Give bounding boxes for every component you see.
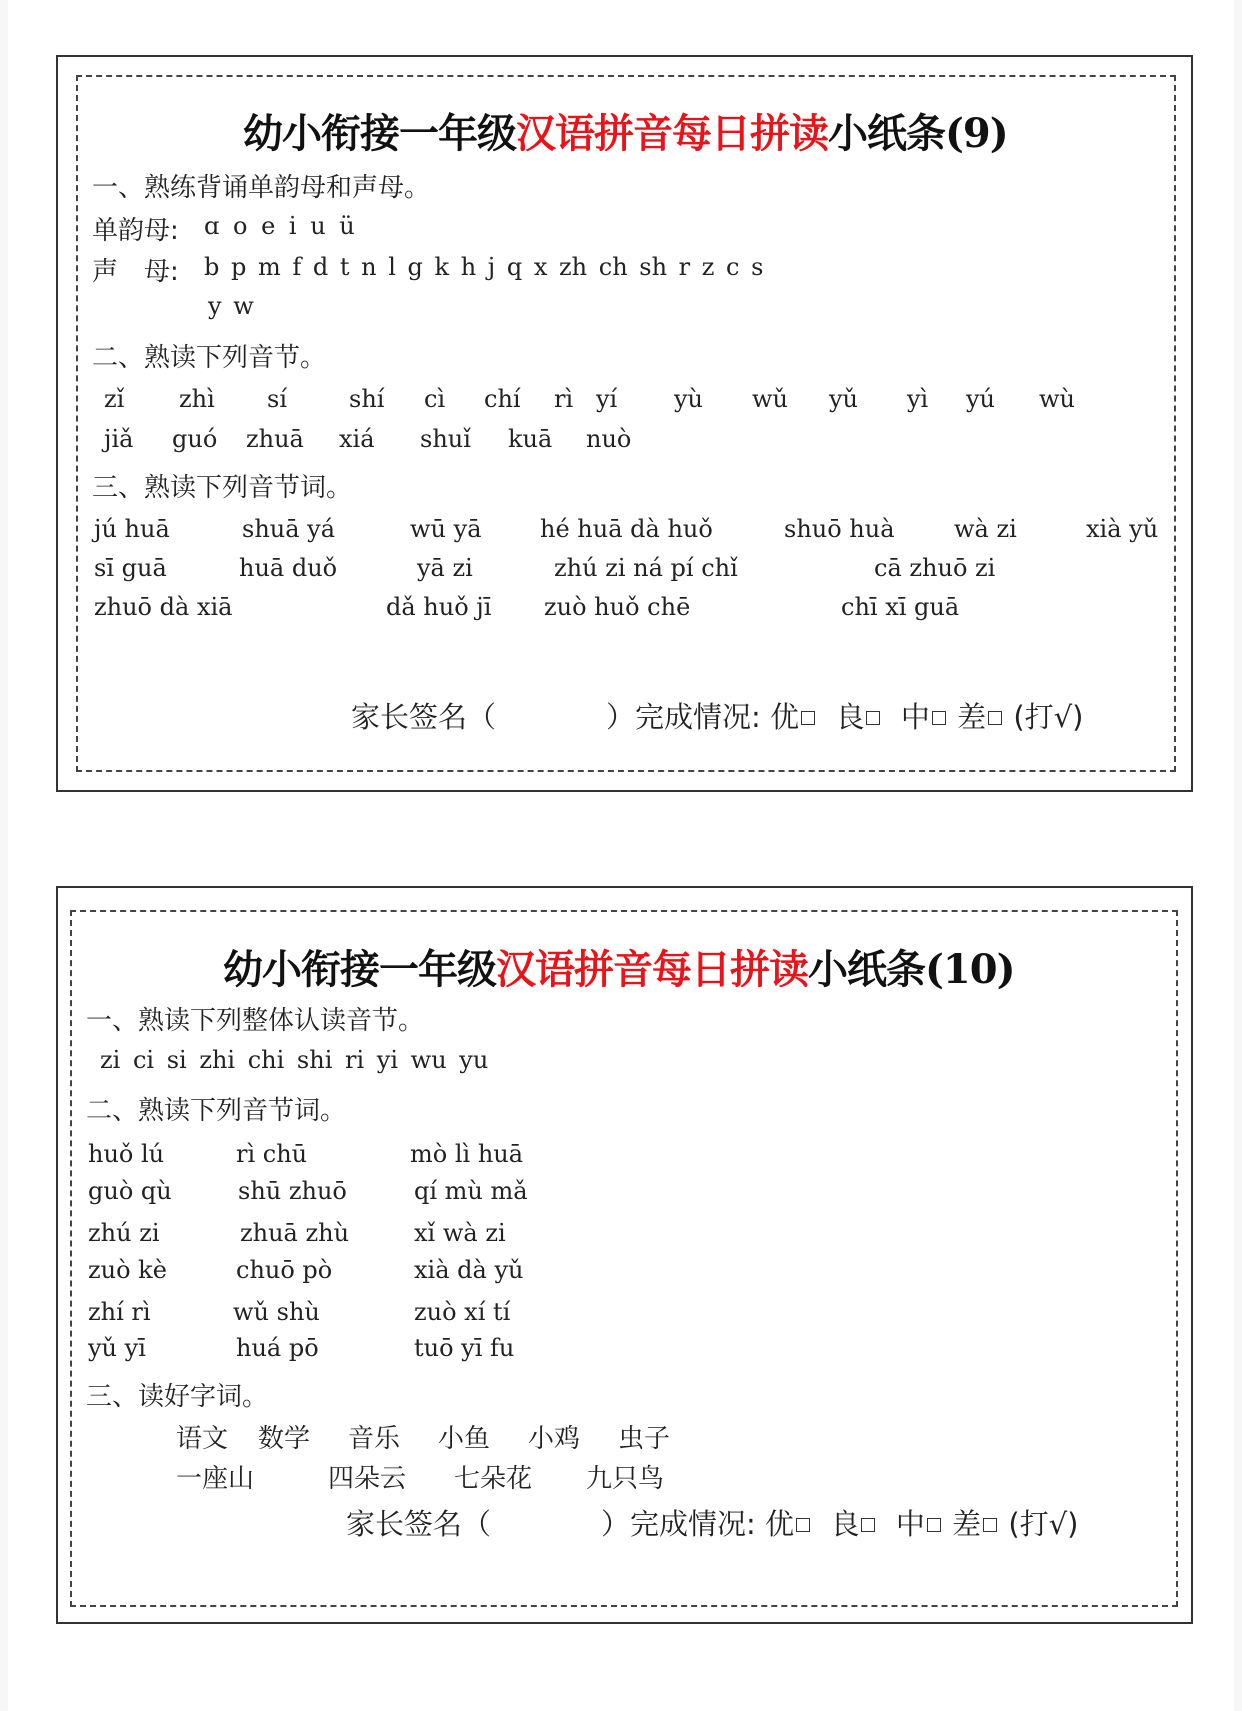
rating-checkbox-good[interactable]	[866, 711, 880, 725]
rating-checkbox-poor[interactable]	[983, 1518, 997, 1532]
title-highlight: 汉语拼音每日拼读	[496, 946, 808, 993]
rating-checkbox-good[interactable]	[861, 1518, 875, 1532]
section-heading: 三、熟读下列音节词。	[92, 473, 353, 503]
initials-extra: y w	[208, 292, 254, 320]
parent-signature-footer: 家长签名（ ）完成情况: 优 良 中 差 (打√)	[346, 1507, 1079, 1541]
whole-syllables: zi ci si zhi chi shi ri yi wu yu	[100, 1046, 489, 1074]
rating-checkbox-excellent[interactable]	[801, 711, 815, 725]
card-title	[243, 102, 1008, 159]
initials-list: b p m f d t n l g k h j q x zh ch sh r z c s	[204, 253, 764, 281]
section-heading: 一、熟练背诵单韵母和声母。	[92, 173, 431, 203]
rating-checkbox-fair[interactable]	[932, 711, 946, 725]
section-heading: 二、熟读下列音节词。	[86, 1096, 347, 1126]
section-heading: 二、熟读下列音节。	[92, 343, 327, 373]
worksheet-card-9: 幼小衔接一年级汉语拼音每日拼读小纸条(9) 一、熟练背诵单韵母和声母。 单韵母: ɑ o e i u ü 声 母: b p m f d t n l g k h j q x zh ch sh r z c s y w 二、熟读下列音节。 zǐ zhì sí shí cì chí rì yí yù wǔ yǔ yì yú wù jiǎ guó zhuā xiá shuǐ kuā nuò 三、熟读下列音节词。 jú huā shuā yá wū yā hé huā dà huǒ shuō huà wà zi xià yǔ sī guā huā duǒ yā zi zhú zi ná pí chǐ cā zhuō zi zhuō dà xiā dǎ huǒ jī zuò huǒ chē chī xī guā 家长签名（ ）完成情况: 优 良 中 差 (打√)	[56, 55, 1193, 792]
initials-label: 声 母:	[92, 257, 179, 287]
title-suffix: 小纸条(9)	[828, 110, 1008, 157]
worksheet-page	[8, 0, 1234, 1711]
title-highlight: 汉语拼音每日拼读	[516, 110, 828, 157]
rating-checkbox-poor[interactable]	[988, 711, 1002, 725]
card-title	[223, 938, 1015, 995]
title-suffix: 小纸条(10)	[808, 946, 1015, 993]
rating-checkbox-fair[interactable]	[927, 1518, 941, 1532]
vowels-label: 单韵母:	[92, 216, 179, 246]
rating-checkbox-excellent[interactable]	[796, 1518, 810, 1532]
title-prefix: 幼小衔接一年级	[243, 110, 516, 157]
title-prefix: 幼小衔接一年级	[223, 946, 496, 993]
check-instruction: (打√)	[1008, 1507, 1079, 1541]
check-instruction: (打√)	[1013, 700, 1084, 734]
section-heading: 三、读好字词。	[86, 1382, 269, 1412]
signature-label: 家长签名（	[346, 1507, 492, 1541]
completion-label: ）完成情况:	[606, 700, 761, 734]
vowels-list: ɑ o e i u ü	[204, 212, 355, 240]
worksheet-card-10: 幼小衔接一年级汉语拼音每日拼读小纸条(10) 一、熟读下列整体认读音节。 zi ci si zhi chi shi ri yi wu yu 二、熟读下列音节词。 huǒ lú rì chū mò lì huā guò qù shū zhuō qí mù mǎ zhú zi zhuā zhù xǐ wà zi zuò kè chuō pò xià dà yǔ zhí rì wǔ shù zuò xí tí yǔ yī huá pō tuō yī fu 三、读好字词。 语文 数学 音乐 小鱼 小鸡 虫子 一座山 四朵云 七朵花 九只鸟 家长签名（ ）完成情况: 优 良 中 差 (打√)	[56, 886, 1193, 1624]
completion-label: ）完成情况:	[601, 1507, 756, 1541]
parent-signature-footer: 家长签名（ ）完成情况: 优 良 中 差 (打√)	[351, 700, 1084, 734]
section-heading: 一、熟读下列整体认读音节。	[86, 1006, 425, 1036]
signature-label: 家长签名（	[351, 700, 497, 734]
